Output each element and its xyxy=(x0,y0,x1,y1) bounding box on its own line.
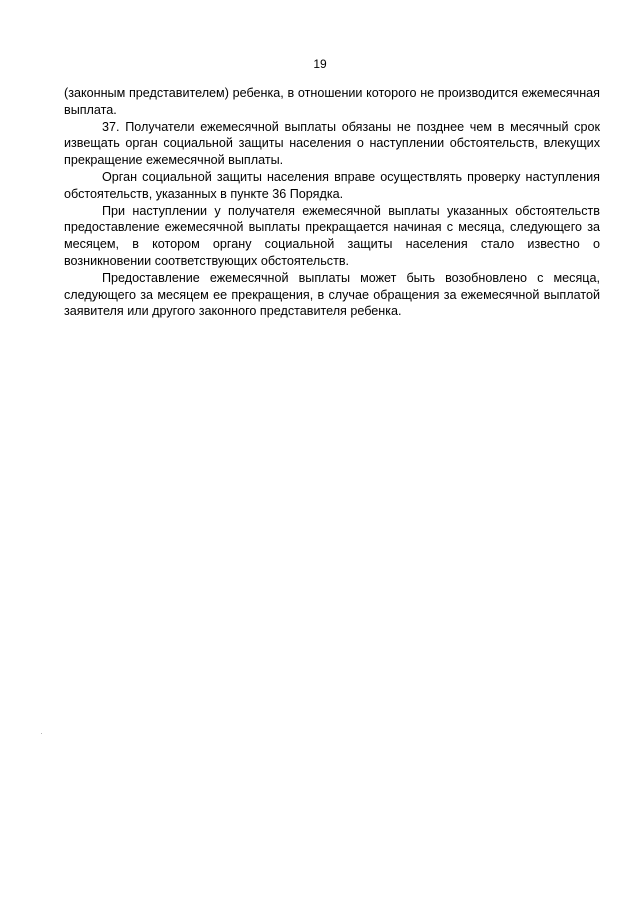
paragraph-termination: При наступлении у получателя ежемесячной выплаты указанных обстоятельств предоставление ежемесячной выплаты прекращается начиная с месяца, следующего за месяцем, в котором органу социальной защиты населения стало известно о возникновении соответствующих обстоятельств. xyxy=(64,203,600,268)
paragraph-resumption: Предоставление ежемесячной выплаты может быть возобновлено с месяца, следующего за месяцем ее прекращения, в случае обращения за ежемесячной выплатой заявителя или другого законного представителя ребенка. xyxy=(64,270,600,319)
paragraph-item-37: 37. Получатели ежемесячной выплаты обязаны не позднее чем в месячный срок извещать орган социальной защиты населения о наступлении обстоятельств, влекущих прекращение ежемесячной выплаты. xyxy=(64,119,600,168)
page-number: 19 xyxy=(313,57,327,71)
paragraph-verification: Орган социальной защиты населения вправе осуществлять проверку наступления обстоятельств, указанных в пункте 36 Порядка. xyxy=(64,169,600,201)
paragraph-continuation: (законным представителем) ребенка, в отношении которого не производится ежемесячная выплата. xyxy=(64,86,600,117)
scan-speck xyxy=(41,733,42,734)
document-body xyxy=(64,85,600,320)
